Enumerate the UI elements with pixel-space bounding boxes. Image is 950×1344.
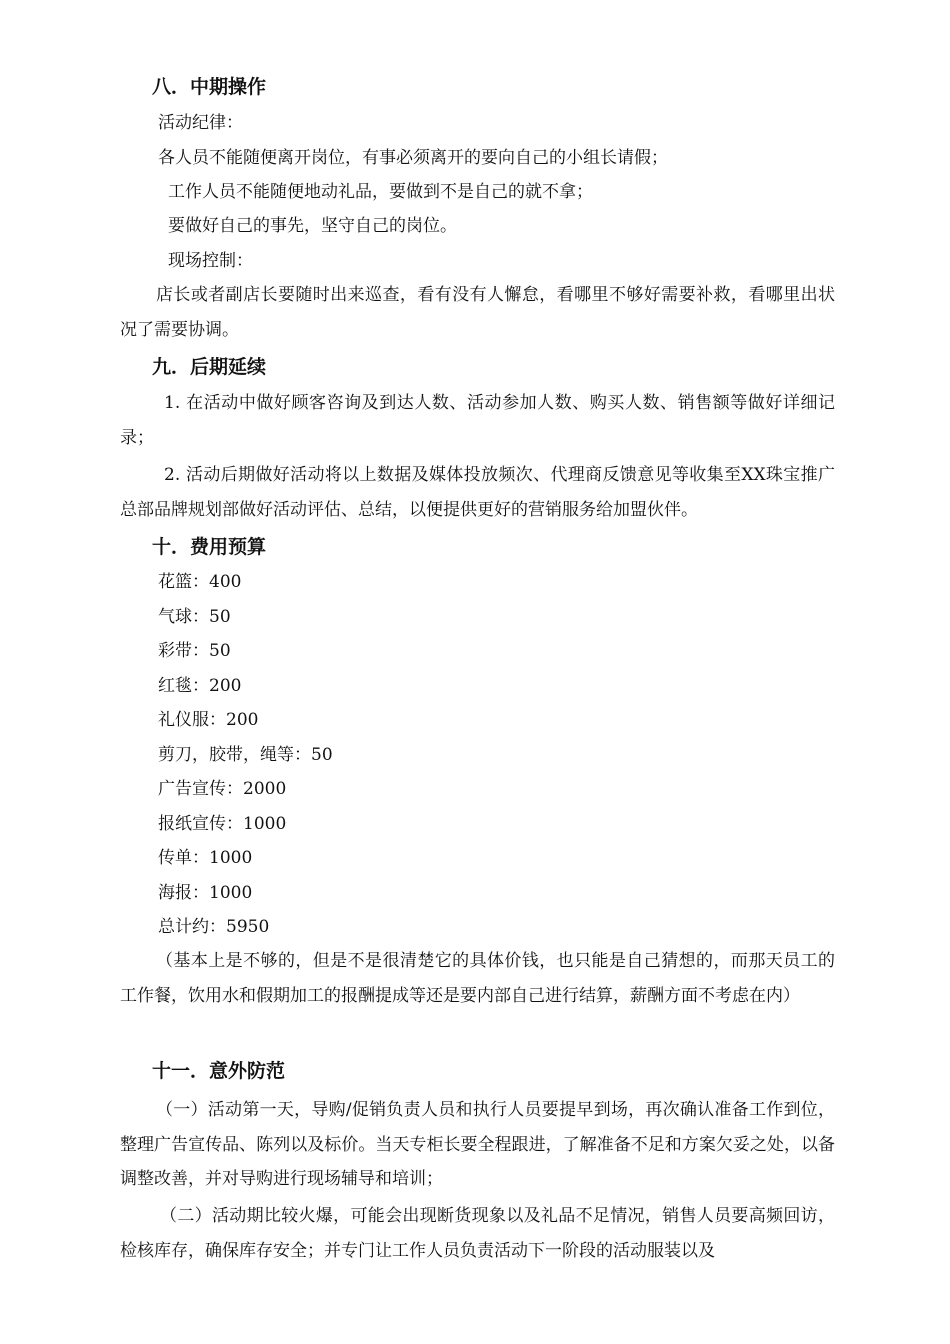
section-10-heading: 十．费用预算 <box>152 536 267 558</box>
budget-item: 彩带：50 <box>158 641 231 661</box>
budget-note: （基本上是不够的，但是不是很清楚它的具体价钱，也只能是自己猜想的，而那天员工的工作餐，饮用水和假期加工的报酬提成等还是要内部自己进行结算，薪酬方面不考虑在内） <box>120 951 835 1006</box>
section-11-heading: 十一．意外防范 <box>152 1060 286 1082</box>
budget-item: 广告宣传：2000 <box>158 779 287 799</box>
budget-item: 海报：1000 <box>158 883 253 903</box>
control-text: 店长或者副店长要随时出来巡查，看有没有人懈怠，看哪里不够好需要补救，看哪里出状况了需要协调。 <box>120 285 835 340</box>
contingency-paragraph-1: （一）活动第一天，导购/促销负责人员和执行人员要提早到场，再次确认准备工作到位，整理广告宣传品、陈列以及标价。当天专柜长要全程跟进，了解准备不足和方案欠妥之处，以备调整改善，并对导购进行现场辅导和培训； <box>120 1100 835 1189</box>
rule-2: 工作人员不能随便地动礼品，要做到不是自己的就不拿； <box>168 182 593 202</box>
budget-item: 红毯：200 <box>158 676 242 696</box>
budget-item: 剪刀，胶带，绳等：50 <box>158 745 333 765</box>
budget-total: 总计约：5950 <box>158 917 270 937</box>
budget-item: 礼仪服：200 <box>158 710 259 730</box>
budget-item: 传单：1000 <box>158 848 253 868</box>
section-8-heading: 八．中期操作 <box>152 76 267 98</box>
followup-item-2: 2. 活动后期做好活动将以上数据及媒体投放频次、代理商反馈意见等收集至XX珠宝推广总部品牌规划部做好活动评估、总结，以便提供更好的营销服务给加盟伙伴。 <box>120 465 835 520</box>
budget-item: 气球：50 <box>158 607 231 627</box>
followup-item-1: 1. 在活动中做好顾客咨询及到达人数、活动参加人数、购买人数、销售额等做好详细记录； <box>120 393 835 448</box>
budget-item: 花篮：400 <box>158 572 242 592</box>
rule-1: 各人员不能随便离开岗位，有事必须离开的要向自己的小组长请假； <box>158 148 668 168</box>
discipline-label: 活动纪律： <box>158 113 243 133</box>
control-label: 现场控制： <box>168 251 253 271</box>
budget-item: 报纸宣传：1000 <box>158 814 287 834</box>
rule-3: 要做好自己的事先，坚守自己的岗位。 <box>168 216 457 236</box>
contingency-paragraph-2: （二）活动期比较火爆，可能会出现断货现象以及礼品不足情况，销售人员要高频回访，检核库存，确保库存安全；并专门让工作人员负责活动下一阶段的活动服装以及 <box>120 1206 835 1261</box>
section-9-heading: 九．后期延续 <box>152 356 267 378</box>
